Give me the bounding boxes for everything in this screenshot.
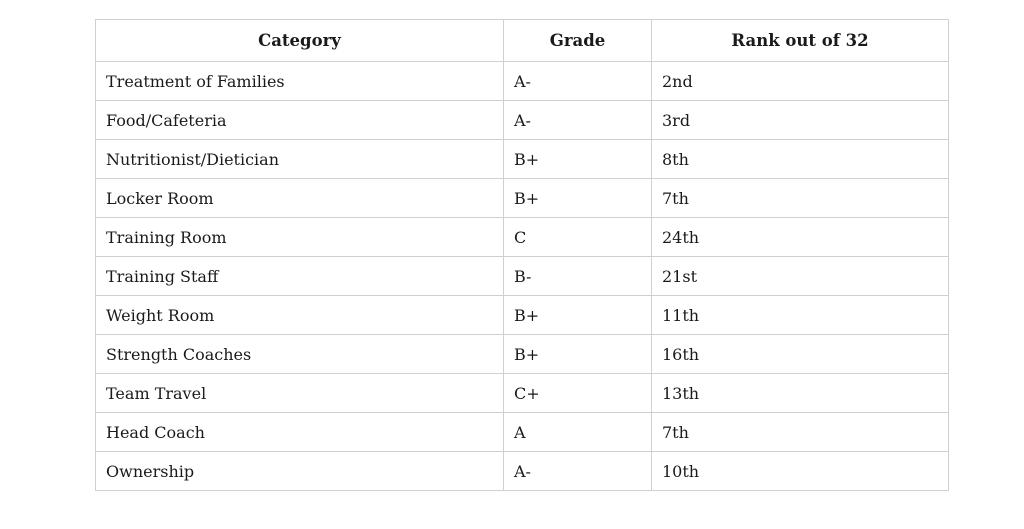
- cell-rank: 7th: [652, 413, 949, 452]
- cell-category: Strength Coaches: [96, 335, 504, 374]
- cell-rank: 24th: [652, 218, 949, 257]
- cell-grade: B+: [504, 296, 652, 335]
- table-row: [96, 296, 949, 335]
- cell-grade: A-: [504, 62, 652, 101]
- cell-rank: 3rd: [652, 101, 949, 140]
- cell-grade: A-: [504, 101, 652, 140]
- cell-rank: 16th: [652, 335, 949, 374]
- table-header: [96, 20, 949, 62]
- cell-rank: 2nd: [652, 62, 949, 101]
- table-row: [96, 62, 949, 101]
- column-header-rank: Rank out of 32: [652, 20, 949, 62]
- cell-rank: 10th: [652, 452, 949, 491]
- cell-grade: B+: [504, 140, 652, 179]
- column-header-grade: Grade: [504, 20, 652, 62]
- cell-grade: A: [504, 413, 652, 452]
- cell-grade: B+: [504, 179, 652, 218]
- cell-rank: 11th: [652, 296, 949, 335]
- cell-category: Team Travel: [96, 374, 504, 413]
- table-row: [96, 335, 949, 374]
- cell-category: Food/Cafeteria: [96, 101, 504, 140]
- table-row: [96, 413, 949, 452]
- header-row: [96, 20, 949, 62]
- cell-grade: A-: [504, 452, 652, 491]
- cell-rank: 21st: [652, 257, 949, 296]
- cell-grade: B-: [504, 257, 652, 296]
- cell-category: Nutritionist/Dietician: [96, 140, 504, 179]
- table-row: [96, 218, 949, 257]
- cell-category: Locker Room: [96, 179, 504, 218]
- table-row: [96, 374, 949, 413]
- cell-category: Training Staff: [96, 257, 504, 296]
- table-row: [96, 257, 949, 296]
- table-body: [96, 62, 949, 491]
- table-row: [96, 179, 949, 218]
- table-row: [96, 101, 949, 140]
- cell-category: Treatment of Families: [96, 62, 504, 101]
- table-row: [96, 140, 949, 179]
- cell-rank: 13th: [652, 374, 949, 413]
- cell-category: Ownership: [96, 452, 504, 491]
- grades-table: [95, 19, 949, 491]
- cell-grade: C: [504, 218, 652, 257]
- cell-grade: B+: [504, 335, 652, 374]
- cell-category: Weight Room: [96, 296, 504, 335]
- cell-rank: 8th: [652, 140, 949, 179]
- cell-rank: 7th: [652, 179, 949, 218]
- cell-category: Training Room: [96, 218, 504, 257]
- table-row: [96, 452, 949, 491]
- cell-grade: C+: [504, 374, 652, 413]
- cell-category: Head Coach: [96, 413, 504, 452]
- column-header-category: Category: [96, 20, 504, 62]
